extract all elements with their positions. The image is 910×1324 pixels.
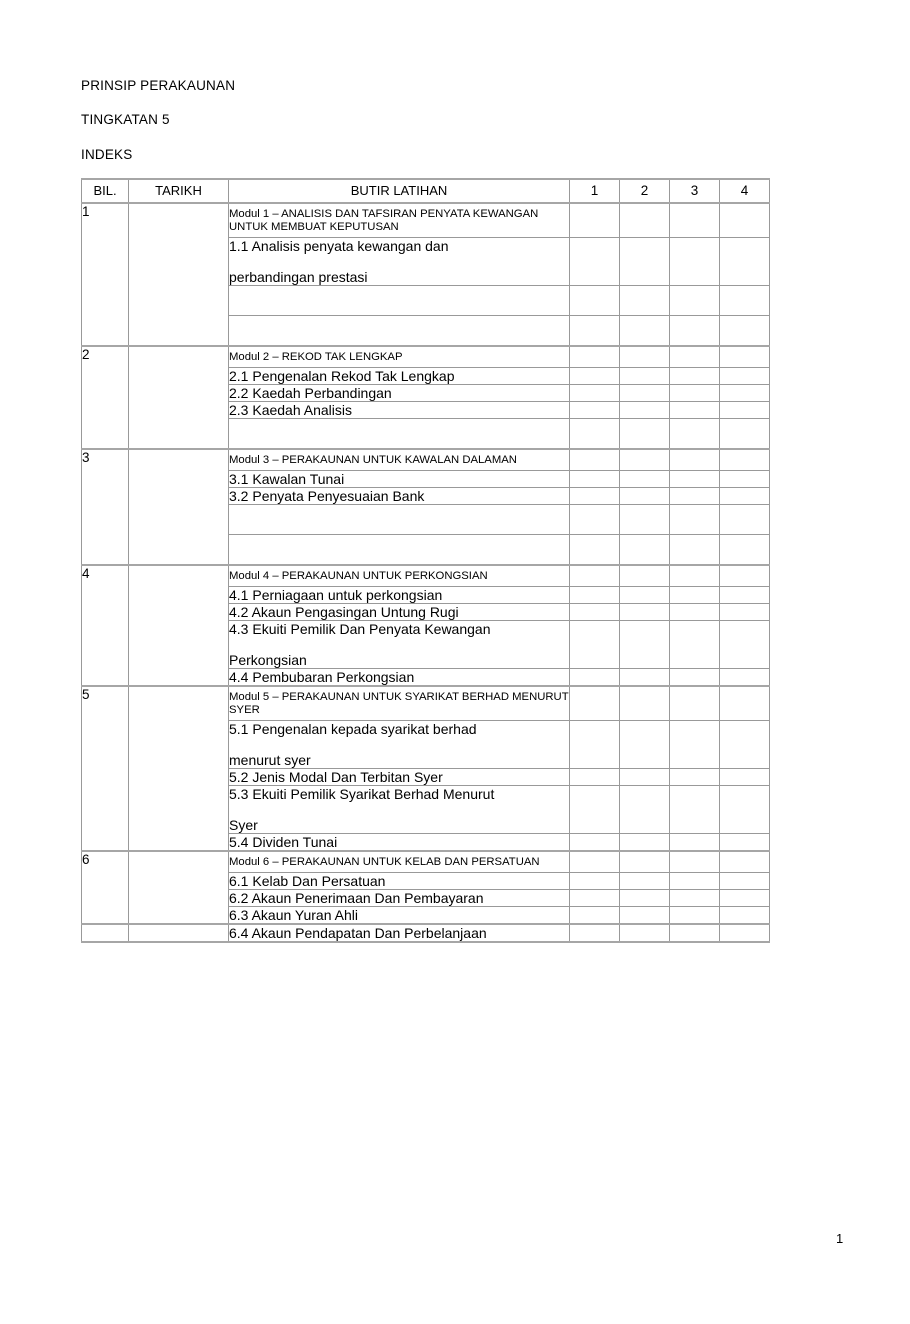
mark-cell-4[interactable]: [720, 368, 770, 385]
topic-item-cell[interactable]: [229, 669, 570, 687]
topic-item-cell[interactable]: [229, 873, 570, 890]
mark-cell-2[interactable]: [620, 907, 670, 925]
mark-cell-3[interactable]: [670, 769, 720, 786]
mark-cell-2[interactable]: [620, 402, 670, 419]
mark-cell-2[interactable]: [620, 535, 670, 566]
mark-cell-1[interactable]: [570, 621, 620, 669]
topic-item-cell[interactable]: [229, 385, 570, 402]
mark-cell-3[interactable]: [670, 535, 720, 566]
mark-cell-1[interactable]: [570, 834, 620, 852]
mark-cell-1[interactable]: [570, 402, 620, 419]
empty-topic-cell[interactable]: [229, 419, 570, 450]
topic-item-cell[interactable]: [229, 621, 570, 669]
mark-cell-3[interactable]: [670, 604, 720, 621]
mark-cell-1[interactable]: [570, 316, 620, 347]
topic-item-line: 1.1 Analisis penyata kewangan dan: [229, 238, 449, 254]
mark-cell-3[interactable]: [670, 669, 720, 687]
mark-cell-3[interactable]: [670, 890, 720, 907]
topic-item-cell[interactable]: [229, 488, 570, 505]
module-tarikh-cell-continued[interactable]: [129, 924, 229, 942]
topic-item-line: 4.2 Akaun Pengasingan Untung Rugi: [229, 604, 459, 620]
topic-item-line: 6.4 Akaun Pendapatan Dan Perbelanjaan: [229, 925, 487, 941]
mark-cell-2[interactable]: [620, 385, 670, 402]
table-header-row: [82, 179, 770, 203]
topic-item-cell[interactable]: [229, 402, 570, 419]
module-heading-text: Modul 4 – PERAKAUNAN UNTUK PERKONGSIAN: [229, 565, 570, 587]
topic-item-cell[interactable]: [229, 890, 570, 907]
column-header-4: 4: [720, 179, 770, 203]
module-heading-row: [82, 203, 770, 238]
mark-cell-3[interactable]: [670, 402, 720, 419]
mark-cell-4[interactable]: [720, 669, 770, 687]
mark-cell-4[interactable]: [720, 834, 770, 852]
page-number: 1: [836, 1231, 844, 1246]
module-bil-cell: 4: [82, 565, 129, 686]
mark-cell-4[interactable]: [720, 488, 770, 505]
mark-cell-1[interactable]: [570, 419, 620, 450]
topic-item-cell[interactable]: [229, 604, 570, 621]
topic-item-cell[interactable]: [229, 721, 570, 769]
empty-topic-cell[interactable]: [229, 535, 570, 566]
empty-topic-cell[interactable]: [229, 286, 570, 316]
module-heading-mark-cell-4[interactable]: [720, 565, 770, 587]
mark-cell-4[interactable]: [720, 769, 770, 786]
mark-cell-1[interactable]: [570, 368, 620, 385]
mark-cell-2[interactable]: [620, 604, 670, 621]
mark-cell-1[interactable]: [570, 924, 620, 942]
column-header-2: 2: [620, 179, 670, 203]
mark-cell-2[interactable]: [620, 238, 670, 286]
column-header-1: 1: [570, 179, 620, 203]
empty-topic-cell[interactable]: [229, 505, 570, 535]
mark-cell-1[interactable]: [570, 907, 620, 925]
module-heading-text: Modul 1 – ANALISIS DAN TAFSIRAN PENYATA KEWANGAN UNTUK MEMBUAT KEPUTUSAN: [229, 203, 570, 238]
mark-cell-2[interactable]: [620, 873, 670, 890]
column-header-bil: BIL.: [82, 179, 129, 203]
module-heading-mark-cell-4[interactable]: [720, 346, 770, 368]
topic-item-line: 2.1 Pengenalan Rekod Tak Lengkap: [229, 368, 455, 384]
module-heading-mark-cell-4[interactable]: [720, 203, 770, 238]
module-tarikh-cell[interactable]: [129, 565, 229, 686]
mark-cell-2[interactable]: [620, 505, 670, 535]
mark-cell-3[interactable]: [670, 924, 720, 942]
mark-cell-3[interactable]: [670, 368, 720, 385]
topic-item-line: 4.3 Ekuiti Pemilik Dan Penyata Kewangan: [229, 621, 491, 637]
module-heading-mark-cell-3[interactable]: [670, 851, 720, 873]
topic-item-line: 6.1 Kelab Dan Persatuan: [229, 873, 386, 889]
mark-cell-1[interactable]: [570, 786, 620, 834]
module-bil-cell: 3: [82, 449, 129, 565]
index-table-header: [82, 179, 770, 203]
module-tarikh-cell[interactable]: [129, 851, 229, 924]
mark-cell-1[interactable]: [570, 873, 620, 890]
mark-cell-4[interactable]: [720, 316, 770, 347]
topic-item-line: 6.2 Akaun Penerimaan Dan Pembayaran: [229, 890, 484, 906]
column-header-butir-latihan: BUTIR LATIHAN: [229, 179, 570, 203]
mark-cell-1[interactable]: [570, 587, 620, 604]
mark-cell-3[interactable]: [670, 488, 720, 505]
module-heading-mark-cell-1[interactable]: [570, 346, 620, 368]
mark-cell-3[interactable]: [670, 873, 720, 890]
mark-cell-3[interactable]: [670, 238, 720, 286]
topic-item-cell[interactable]: [229, 368, 570, 385]
mark-cell-1[interactable]: [570, 505, 620, 535]
module-heading-mark-cell-2[interactable]: [620, 346, 670, 368]
mark-cell-3[interactable]: [670, 316, 720, 347]
topic-item-cell[interactable]: [229, 834, 570, 852]
module-heading-mark-cell-1[interactable]: [570, 686, 620, 721]
mark-cell-1[interactable]: [570, 669, 620, 687]
topic-item-line: 3.2 Penyata Penyesuaian Bank: [229, 488, 425, 504]
module-heading-mark-cell-4[interactable]: [720, 851, 770, 873]
mark-cell-1[interactable]: [570, 471, 620, 488]
mark-cell-3[interactable]: [670, 587, 720, 604]
topic-item-cell[interactable]: [229, 769, 570, 786]
module-bil-cell-continued: [82, 924, 129, 942]
module-heading-text: Modul 2 – REKOD TAK LENGKAP: [229, 346, 570, 368]
topic-item-cell[interactable]: [229, 587, 570, 604]
topic-item-line: 5.2 Jenis Modal Dan Terbitan Syer: [229, 769, 443, 785]
mark-cell-4[interactable]: [720, 604, 770, 621]
module-tarikh-cell[interactable]: [129, 686, 229, 851]
topic-item-cell[interactable]: [229, 471, 570, 488]
module-heading-mark-cell-1[interactable]: [570, 449, 620, 471]
topic-item-line: 2.2 Kaedah Perbandingan: [229, 385, 392, 401]
topic-item-cell[interactable]: [229, 924, 570, 942]
mark-cell-3[interactable]: [670, 621, 720, 669]
topic-item-line: menurut syer: [229, 752, 311, 768]
module-heading-mark-cell-1[interactable]: [570, 565, 620, 587]
module-heading-row: [82, 565, 770, 587]
topic-item-line: 6.3 Akaun Yuran Ahli: [229, 907, 358, 923]
module-tarikh-cell[interactable]: [129, 203, 229, 346]
topic-item-line: 5.1 Pengenalan kepada syarikat berhad: [229, 721, 477, 737]
mark-cell-3[interactable]: [670, 286, 720, 316]
module-tarikh-cell[interactable]: [129, 449, 229, 565]
module-heading-mark-cell-2[interactable]: [620, 449, 670, 471]
mark-cell-3[interactable]: [670, 471, 720, 488]
mark-cell-2[interactable]: [620, 721, 670, 769]
mark-cell-4[interactable]: [720, 419, 770, 450]
module-heading-mark-cell-3[interactable]: [670, 203, 720, 238]
mark-cell-4[interactable]: [720, 535, 770, 566]
mark-cell-1[interactable]: [570, 535, 620, 566]
module-heading-mark-cell-4[interactable]: [720, 449, 770, 471]
topic-item-cell[interactable]: [229, 238, 570, 286]
mark-cell-4[interactable]: [720, 505, 770, 535]
mark-cell-2[interactable]: [620, 834, 670, 852]
topic-item-line: 2.3 Kaedah Analisis: [229, 402, 352, 418]
mark-cell-4[interactable]: [720, 907, 770, 925]
table-row: [82, 924, 770, 942]
mark-cell-4[interactable]: [720, 786, 770, 834]
mark-cell-2[interactable]: [620, 621, 670, 669]
mark-cell-2[interactable]: [620, 769, 670, 786]
module-heading-row: [82, 686, 770, 721]
index-table: [81, 178, 770, 943]
mark-cell-2[interactable]: [620, 316, 670, 347]
module-bil-cell: 1: [82, 203, 129, 346]
mark-cell-1[interactable]: [570, 721, 620, 769]
module-heading-mark-cell-2[interactable]: [620, 851, 670, 873]
topic-item-line: Syer: [229, 817, 258, 833]
index-table-body: [82, 203, 770, 942]
module-heading-mark-cell-1[interactable]: [570, 203, 620, 238]
column-header-3: 3: [670, 179, 720, 203]
document-subtitle-form-level: TINGKATAN 5: [81, 112, 170, 127]
mark-cell-4[interactable]: [720, 621, 770, 669]
module-heading-text: Modul 5 – PERAKAUNAN UNTUK SYARIKAT BERHAD MENURUT SYER: [229, 686, 570, 721]
mark-cell-3[interactable]: [670, 834, 720, 852]
module-heading-mark-cell-3[interactable]: [670, 346, 720, 368]
mark-cell-3[interactable]: [670, 907, 720, 925]
module-heading-mark-cell-4[interactable]: [720, 686, 770, 721]
mark-cell-2[interactable]: [620, 669, 670, 687]
mark-cell-4[interactable]: [720, 890, 770, 907]
mark-cell-4[interactable]: [720, 587, 770, 604]
mark-cell-2[interactable]: [620, 890, 670, 907]
module-heading-mark-cell-3[interactable]: [670, 449, 720, 471]
module-bil-cell: 2: [82, 346, 129, 449]
document-title-line-1: PRINSIP PERAKAUNAN: [81, 78, 236, 93]
module-tarikh-cell[interactable]: [129, 346, 229, 449]
mark-cell-4[interactable]: [720, 238, 770, 286]
topic-item-line: 4.1 Perniagaan untuk perkongsian: [229, 587, 443, 603]
mark-cell-2[interactable]: [620, 786, 670, 834]
mark-cell-3[interactable]: [670, 786, 720, 834]
topic-item-cell[interactable]: [229, 786, 570, 834]
mark-cell-4[interactable]: [720, 385, 770, 402]
document-section-label-index: INDEKS: [81, 147, 133, 162]
mark-cell-4[interactable]: [720, 721, 770, 769]
module-heading-mark-cell-3[interactable]: [670, 686, 720, 721]
module-heading-row: [82, 449, 770, 471]
module-heading-mark-cell-2[interactable]: [620, 565, 670, 587]
mark-cell-1[interactable]: [570, 604, 620, 621]
mark-cell-2[interactable]: [620, 488, 670, 505]
mark-cell-1[interactable]: [570, 769, 620, 786]
module-bil-cell: 6: [82, 851, 129, 924]
mark-cell-2[interactable]: [620, 419, 670, 450]
mark-cell-4[interactable]: [720, 402, 770, 419]
module-heading-row: [82, 851, 770, 873]
mark-cell-1[interactable]: [570, 488, 620, 505]
mark-cell-3[interactable]: [670, 721, 720, 769]
module-heading-row: [82, 346, 770, 368]
topic-item-line: 3.1 Kawalan Tunai: [229, 471, 345, 487]
module-heading-mark-cell-3[interactable]: [670, 565, 720, 587]
topic-item-line: 4.4 Pembubaran Perkongsian: [229, 669, 415, 685]
topic-item-cell[interactable]: [229, 907, 570, 925]
topic-item-line: 5.3 Ekuiti Pemilik Syarikat Berhad Menurut: [229, 786, 495, 802]
module-heading-text: Modul 3 – PERAKAUNAN UNTUK KAWALAN DALAMAN: [229, 449, 570, 471]
mark-cell-4[interactable]: [720, 873, 770, 890]
topic-item-line: 5.4 Dividen Tunai: [229, 834, 338, 850]
module-heading-mark-cell-1[interactable]: [570, 851, 620, 873]
module-heading-mark-cell-2[interactable]: [620, 203, 670, 238]
mark-cell-4[interactable]: [720, 286, 770, 316]
mark-cell-2[interactable]: [620, 587, 670, 604]
mark-cell-1[interactable]: [570, 890, 620, 907]
mark-cell-3[interactable]: [670, 505, 720, 535]
topic-item-line: perbandingan prestasi: [229, 269, 368, 285]
mark-cell-2[interactable]: [620, 471, 670, 488]
mark-cell-3[interactable]: [670, 385, 720, 402]
empty-topic-cell[interactable]: [229, 316, 570, 347]
topic-item-line: Perkongsian: [229, 652, 307, 668]
mark-cell-4[interactable]: [720, 924, 770, 942]
mark-cell-2[interactable]: [620, 924, 670, 942]
mark-cell-1[interactable]: [570, 385, 620, 402]
mark-cell-3[interactable]: [670, 419, 720, 450]
mark-cell-2[interactable]: [620, 286, 670, 316]
mark-cell-1[interactable]: [570, 238, 620, 286]
mark-cell-2[interactable]: [620, 368, 670, 385]
module-heading-text: Modul 6 – PERAKAUNAN UNTUK KELAB DAN PERSATUAN: [229, 851, 570, 873]
mark-cell-4[interactable]: [720, 471, 770, 488]
mark-cell-1[interactable]: [570, 286, 620, 316]
module-heading-mark-cell-2[interactable]: [620, 686, 670, 721]
column-header-tarikh: TARIKH: [129, 179, 229, 203]
module-bil-cell: 5: [82, 686, 129, 851]
